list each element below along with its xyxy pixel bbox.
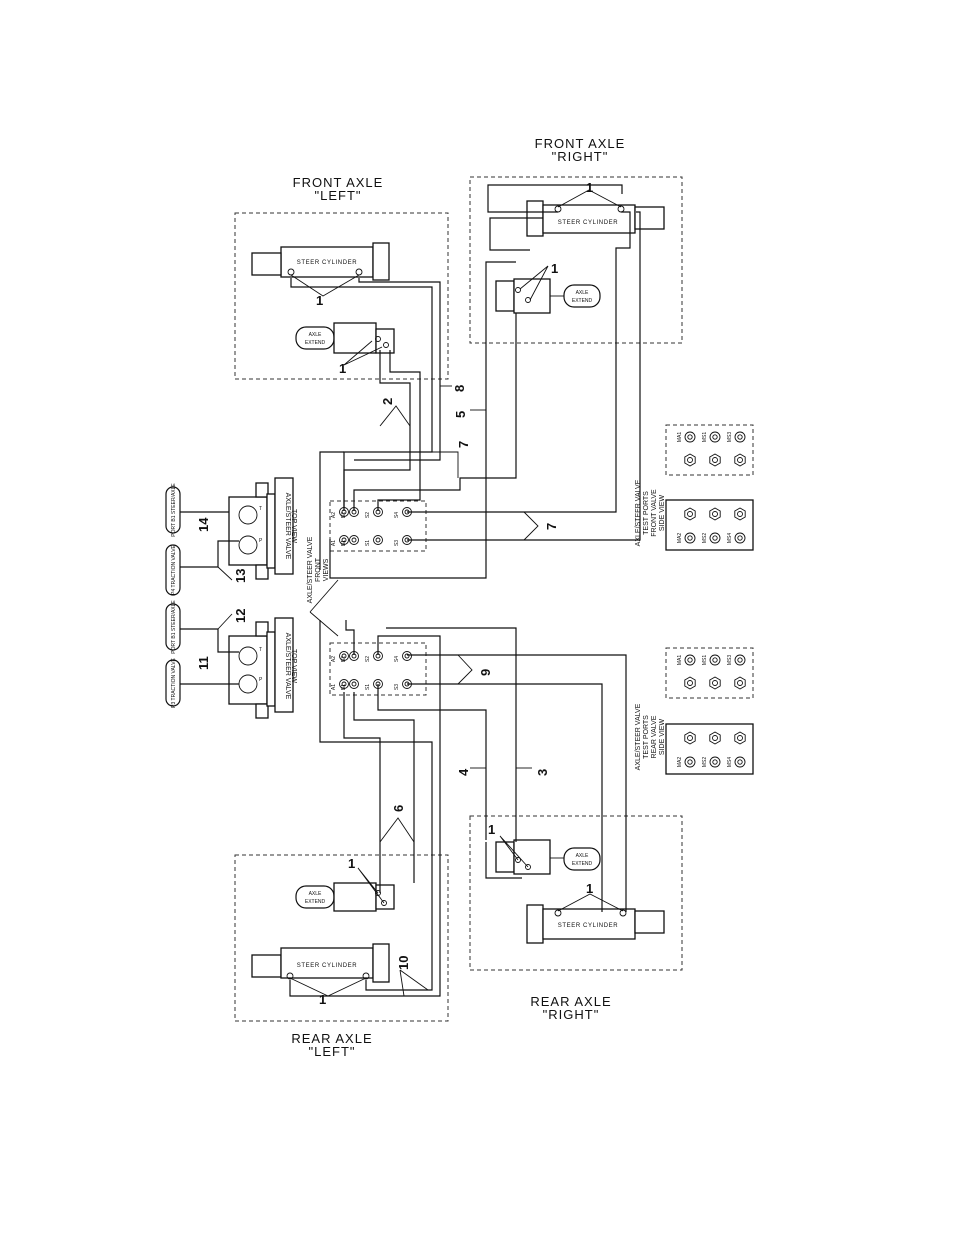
front-views-leader bbox=[310, 580, 338, 636]
port-b1 bbox=[350, 536, 359, 545]
front-left-axle-box bbox=[235, 213, 448, 379]
callout-1-rl-cyl: 1 bbox=[319, 992, 327, 1007]
test-port-label-ma2: MA2 bbox=[677, 532, 683, 544]
port-label-a1: A1 bbox=[331, 683, 337, 691]
test-port-label-ms3: MS3 bbox=[727, 431, 733, 443]
test-port-label-ms3: MS3 bbox=[727, 654, 733, 666]
test-port-ms3 bbox=[735, 655, 745, 665]
test-port-label-ms1: MS1 bbox=[702, 654, 708, 666]
callout-10: 10 bbox=[396, 955, 411, 970]
svg-text:EXTEND: EXTEND bbox=[571, 298, 593, 304]
callout-7b-leader bbox=[524, 512, 538, 540]
valve-front-views-label-1: AXLE/STEER VALVE bbox=[307, 536, 314, 604]
svg-text:STEER CYLINDER: STEER CYLINDER bbox=[296, 963, 358, 969]
test-port-label-ms4: MS4 bbox=[727, 532, 733, 544]
test-ports-front-4: SIDE VIEW bbox=[659, 494, 666, 532]
callout-13: 13 bbox=[233, 568, 248, 583]
callout-3: 3 bbox=[535, 768, 550, 776]
port-label-b2: B2 bbox=[341, 511, 347, 519]
callout-6-leader bbox=[380, 818, 414, 842]
source-upper-p4 bbox=[166, 544, 180, 595]
svg-text:AXLE/STEER VALVE: AXLE/STEER VALVE bbox=[284, 632, 291, 700]
test-port-label-ma2: MA2 bbox=[677, 756, 683, 768]
callout-8: 8 bbox=[452, 384, 467, 392]
test-port-label-ms1: MS1 bbox=[702, 431, 708, 443]
hose-rl-steer-a bbox=[320, 620, 432, 990]
rear-test-ports-bottom bbox=[666, 724, 753, 774]
test-ports-front-3: FRONT VALVE bbox=[651, 489, 658, 537]
title-rear-right-1: REAR AXLE bbox=[530, 994, 612, 1009]
front-test-ports-bottom bbox=[666, 500, 753, 550]
callout-2: 2 bbox=[380, 397, 395, 405]
hose-fl-steer-b bbox=[354, 278, 440, 460]
svg-text:STEER CYLINDER: STEER CYLINDER bbox=[557, 923, 619, 929]
port-s1 bbox=[374, 536, 383, 545]
steer-cylinder-front-right bbox=[527, 201, 664, 236]
test-port-ms1 bbox=[710, 655, 720, 665]
valve-front-views-label-2: FRONT bbox=[315, 557, 322, 583]
callout-1-fr-ext: 1 bbox=[551, 261, 559, 276]
valve-front-views-label-3: VIEWS bbox=[323, 558, 330, 582]
callout-9-leader bbox=[458, 655, 472, 684]
hex-fitting bbox=[735, 677, 745, 689]
callout-11: 11 bbox=[196, 656, 211, 670]
front-right-axle-box bbox=[470, 177, 682, 343]
callout-1-fl-cyl: 1 bbox=[316, 293, 324, 308]
port-s4 bbox=[403, 652, 412, 661]
callout-2-leader bbox=[380, 406, 410, 426]
svg-text:AXLE: AXLE bbox=[308, 891, 322, 897]
port-label-s4: S4 bbox=[394, 655, 400, 663]
test-ports-rear-1: AXLE/STEER VALVE bbox=[635, 703, 642, 771]
svg-text:TOP VIEW: TOP VIEW bbox=[290, 649, 297, 683]
port-label-b1: B1 bbox=[341, 539, 347, 547]
port-label-a2: A2 bbox=[331, 511, 337, 519]
lower-port-grid bbox=[331, 652, 412, 691]
steer-cylinder-rear-left bbox=[252, 944, 389, 982]
callout-5: 5 bbox=[453, 410, 468, 418]
test-port-label-ma1: MA1 bbox=[677, 654, 683, 666]
title-front-left-2: "LEFT" bbox=[314, 188, 362, 203]
svg-text:AXLE: AXLE bbox=[575, 290, 589, 296]
callout-1-fr-cyl: 1 bbox=[586, 180, 594, 195]
port-label-a2: A2 bbox=[331, 655, 337, 663]
front-test-ports-top bbox=[666, 425, 753, 475]
callout-4: 4 bbox=[456, 768, 471, 776]
hose-front-left-return bbox=[320, 452, 344, 570]
test-ports-front-1: AXLE/STEER VALVE bbox=[635, 479, 642, 547]
test-ports-rear-2: TEST PORTS bbox=[643, 715, 650, 759]
svg-text:TOP VIEW: TOP VIEW bbox=[290, 509, 297, 543]
port-label-s3: S3 bbox=[394, 683, 400, 691]
svg-text:AXLE: AXLE bbox=[575, 853, 589, 859]
svg-text:P3 TRACTION VALVE: P3 TRACTION VALVE bbox=[171, 658, 177, 708]
hose-fl-steer-a bbox=[291, 278, 432, 511]
hose-fl-ext-a bbox=[344, 350, 410, 508]
hex-fitting bbox=[710, 454, 720, 466]
hose-fl-ext-b bbox=[378, 350, 420, 511]
lower-valve-top-view bbox=[229, 618, 297, 718]
svg-text:AXLE: AXLE bbox=[308, 332, 322, 338]
svg-text:AXLE/STEER VALVE: AXLE/STEER VALVE bbox=[284, 492, 291, 560]
hex-fitting bbox=[685, 454, 695, 466]
test-ports-front-2: TEST PORTS bbox=[643, 491, 650, 535]
test-port-ma1 bbox=[685, 432, 695, 442]
svg-text:STEER CYLINDER: STEER CYLINDER bbox=[296, 260, 358, 266]
upper-valve-top-view bbox=[229, 478, 297, 579]
port-label-s2: S2 bbox=[365, 655, 371, 663]
callout-1-rr-ext: 1 bbox=[488, 822, 496, 837]
title-front-right-2: "RIGHT" bbox=[551, 149, 609, 164]
test-port-label-ms4: MS4 bbox=[727, 756, 733, 768]
port-label-s4: S4 bbox=[394, 511, 400, 519]
test-port-ms1 bbox=[710, 432, 720, 442]
port-label-s1: S1 bbox=[365, 539, 371, 547]
port-b1 bbox=[350, 680, 359, 689]
callout-7-upper: 7 bbox=[456, 440, 471, 448]
title-rear-left-2: "LEFT" bbox=[308, 1044, 356, 1059]
svg-text:STEER CYLINDER: STEER CYLINDER bbox=[557, 220, 619, 226]
test-ports-rear-4: SIDE VIEW bbox=[659, 718, 666, 756]
svg-text:PORT B1 STEER/AXLE: PORT B1 STEER/AXLE bbox=[171, 600, 177, 654]
hex-fitting bbox=[710, 677, 720, 689]
port-label-s1: S1 bbox=[365, 683, 371, 691]
svg-text:PORT B1 STEER/AXLE: PORT B1 STEER/AXLE bbox=[171, 483, 177, 537]
callout-12-leader bbox=[218, 614, 232, 629]
svg-text:P: P bbox=[259, 677, 263, 683]
hex-fitting bbox=[685, 677, 695, 689]
callout-6: 6 bbox=[391, 804, 406, 812]
title-front-right-1: FRONT AXLE bbox=[534, 136, 626, 151]
test-port-ms3 bbox=[735, 432, 745, 442]
axle-extend-front-right bbox=[496, 279, 600, 313]
test-port-ma1 bbox=[685, 655, 695, 665]
callout-14: 14 bbox=[196, 517, 211, 532]
port-label-a1: A1 bbox=[331, 539, 337, 547]
callout-leader-1a bbox=[291, 275, 359, 296]
svg-text:P: P bbox=[259, 538, 263, 544]
port-label-b2: B2 bbox=[341, 655, 347, 663]
svg-text:EXTEND: EXTEND bbox=[304, 899, 326, 905]
callout-12: 12 bbox=[233, 608, 248, 623]
callout-13-leader bbox=[218, 567, 232, 580]
test-port-label-ms2: MS2 bbox=[702, 756, 708, 768]
source-lower-p3 bbox=[166, 657, 180, 707]
test-ports-rear-3: REAR VALVE bbox=[651, 715, 658, 759]
title-rear-right-2: "RIGHT" bbox=[542, 1007, 600, 1022]
svg-text:T: T bbox=[259, 506, 263, 512]
callout-1-rl-ext: 1 bbox=[348, 856, 356, 871]
callout-9: 9 bbox=[478, 668, 493, 676]
port-label-s2: S2 bbox=[365, 511, 371, 519]
callout-10-leader bbox=[400, 970, 428, 996]
source-upper-port-b1 bbox=[166, 483, 180, 537]
port-label-b1: B1 bbox=[341, 683, 347, 691]
callout-7-right: 7 bbox=[544, 522, 559, 530]
callout-7a-leader bbox=[424, 452, 458, 478]
hose-fr-steer-to-s3 bbox=[407, 212, 640, 540]
hex-fitting bbox=[735, 454, 745, 466]
callout-1-rr-cyl: 1 bbox=[586, 881, 594, 896]
test-port-label-ma1: MA1 bbox=[677, 431, 683, 443]
callout-1-fl-ext: 1 bbox=[339, 361, 347, 376]
callout-leader-1f bbox=[290, 978, 366, 996]
svg-text:T: T bbox=[259, 647, 263, 653]
svg-text:EXTEND: EXTEND bbox=[304, 340, 326, 346]
title-front-left-1: FRONT AXLE bbox=[292, 175, 384, 190]
svg-text:P4 TRACTION VALVE: P4 TRACTION VALVE bbox=[171, 545, 177, 595]
svg-text:EXTEND: EXTEND bbox=[571, 861, 593, 867]
axle-extend-rear-right bbox=[496, 840, 600, 874]
upper-port-grid bbox=[331, 508, 412, 547]
hose-rear-upper bbox=[346, 620, 354, 655]
port-label-s3: S3 bbox=[394, 539, 400, 547]
steer-cylinder-rear-right bbox=[527, 905, 664, 943]
rear-test-ports-top bbox=[666, 648, 753, 698]
title-rear-left-1: REAR AXLE bbox=[291, 1031, 373, 1046]
source-lower-port-b1 bbox=[166, 600, 180, 654]
test-port-label-ms2: MS2 bbox=[702, 532, 708, 544]
steer-cylinder-front-left bbox=[252, 243, 389, 280]
hose-rl-ext-b bbox=[354, 692, 414, 883]
